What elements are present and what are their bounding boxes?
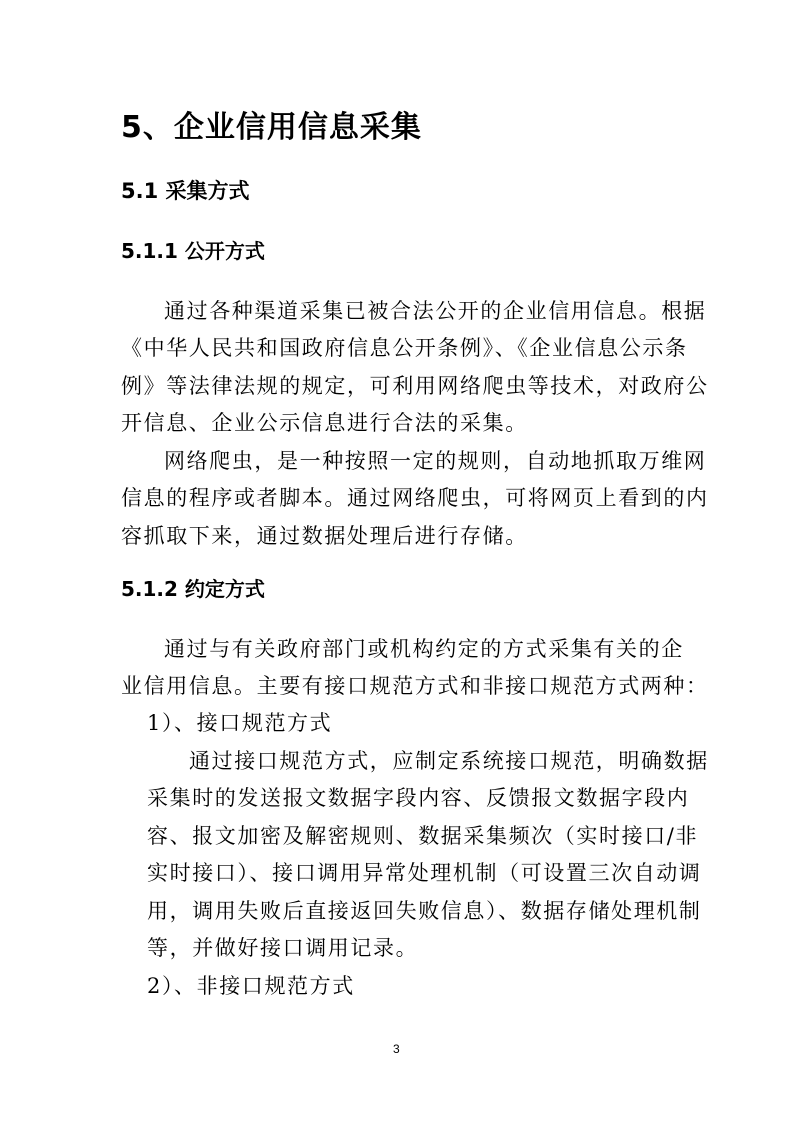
paragraph-line: 容抓取下来，通过数据处理后进行存储。 [121,524,528,548]
paragraph-line: 通过各种渠道采集已被合法公开的企业信用信息。根据 [164,299,707,323]
heading-2: 5.1 采集方式 [121,179,250,203]
paragraph-line: 通过与有关政府部门或机构约定的方式采集有关的企 [164,637,684,661]
paragraph-line: 《中华人民共和国政府信息公开条例》、《企业信息公示条 [121,336,688,360]
paragraph-line: 业信用信息。主要有接口规范方式和非接口规范方式两种： [121,674,709,698]
list-item-label: 1）、接口规范方式 [147,711,333,735]
list-item-body-line: 用，调用失败后直接返回失败信息）、数据存储处理机制 [147,899,702,923]
list-item-body-line: 容、报文加密及解密规则、数据采集频次（实时接口/非 [147,824,699,848]
paragraph-line: 例》等法律法规的规定，可利用网络爬虫等技术，对政府公 [121,374,709,398]
paragraph-line: 网络爬虫，是一种按照一定的规则，自动地抓取万维网 [164,449,707,473]
list-item-label: 2）、非接口规范方式 [147,974,355,998]
paragraph-line: 开信息、企业公示信息进行合法的采集。 [121,411,528,435]
list-item-body-line: 实时接口）、接口调用异常处理机制（可设置三次自动调 [147,861,702,885]
list-item-body-line: 等，并做好接口调用记录。 [147,936,419,960]
list-item-body-line: 采集时的发送报文数据字段内容、反馈报文数据字段内 [147,786,690,810]
list-item-body-line: 通过接口规范方式，应制定系统接口规范，明确数据 [189,749,709,773]
page-number: 3 [393,1042,400,1056]
heading-3-agreement: 5.1.2 约定方式 [121,577,265,601]
paragraph-line: 信息的程序或者脚本。通过网络爬虫，可将网页上看到的内 [121,486,709,510]
heading-3-public: 5.1.1 公开方式 [121,239,265,263]
heading-1: 5、企业信用信息采集 [121,110,422,145]
